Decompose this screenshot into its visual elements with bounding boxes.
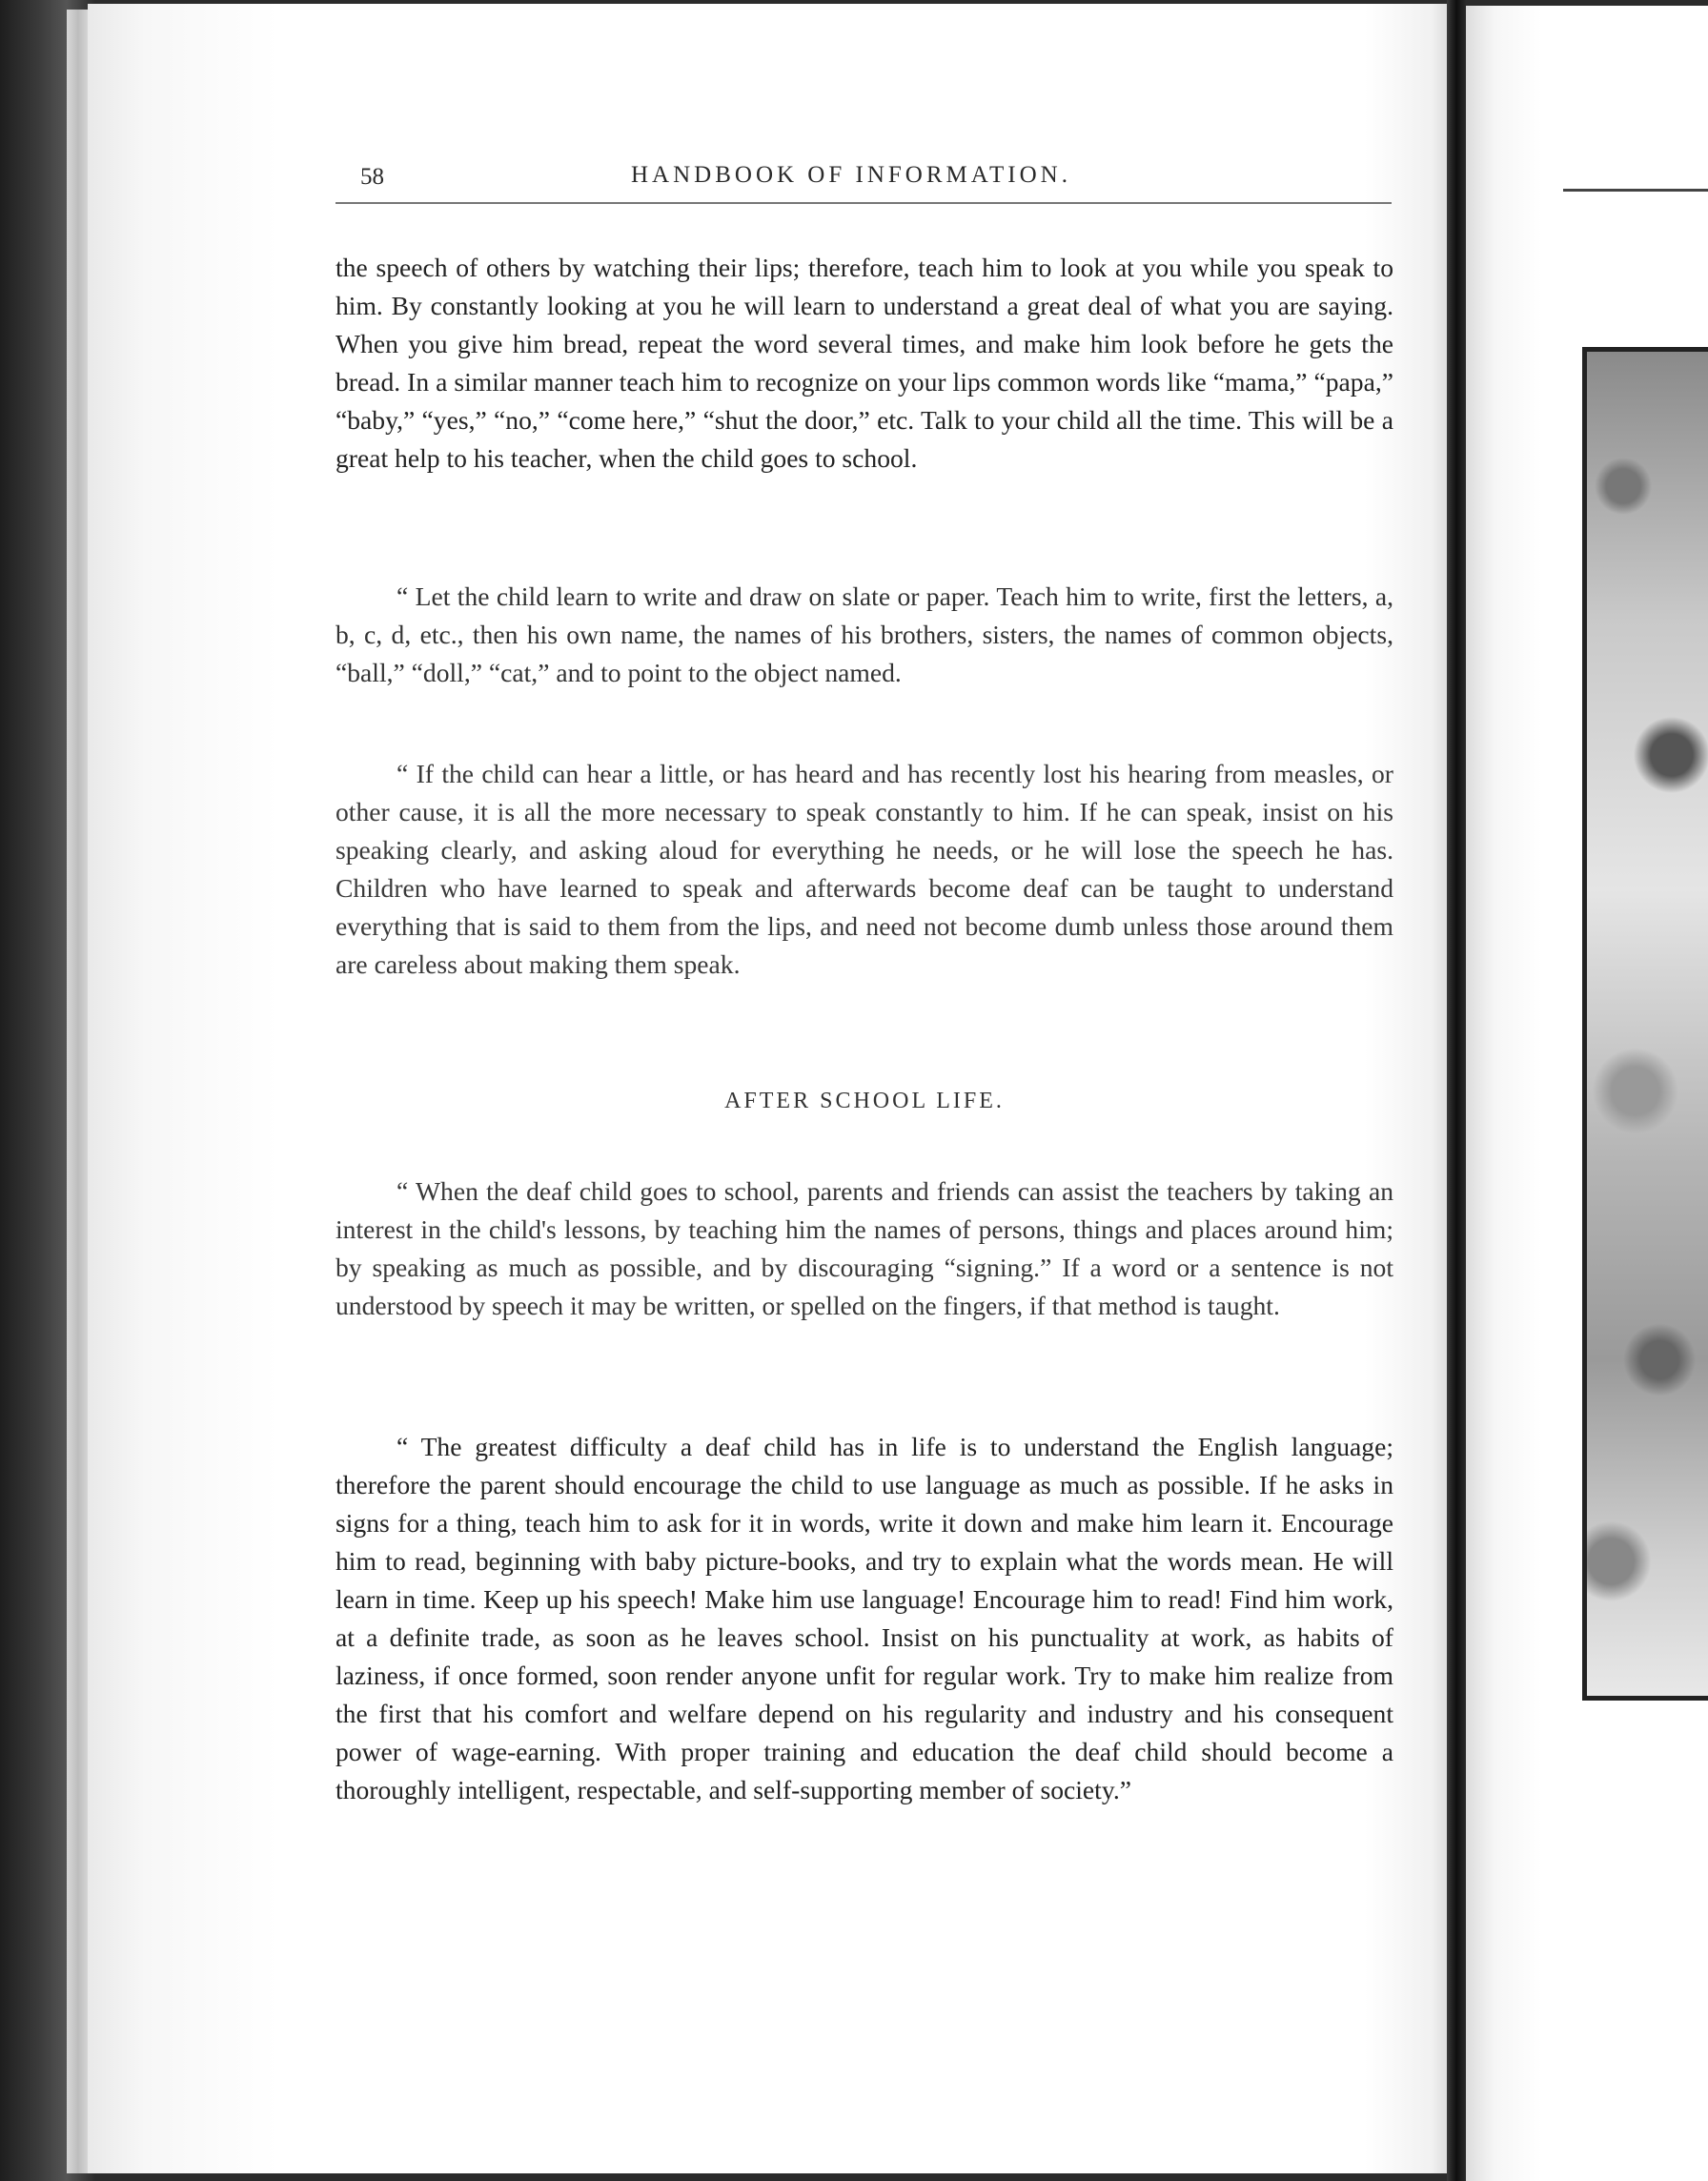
running-head [334, 158, 1392, 196]
paragraph: “ Let the child learn to write and draw on slate or paper. Teach him to write, first the letters, a, b, c, d, etc., then his own name, the names of his brothers, sisters, the names of common objects, “ball,” “doll,” “cat,” and to point to the object named. [336, 581, 1393, 687]
photograph-plate [1582, 347, 1708, 1701]
paragraph: “ The greatest difficulty a deaf child has in life is to understand the English language; therefore the parent should encourage the child to use language as much as possible. If he asks in signs for a thing, teach him to ask for it in words, write it down and make him learn it. Encourage him to read, beginning with baby picture-books, and try to explain what the words mean. He will learn in time. Keep up his speech! Make him use language! Encourage him to read! Find him work, at a definite trade, as soon as he leaves school. Insist on his punctuality at work, as habits of laziness, if once formed, soon render anyone unfit for regular work. Try to make him realize from the first that his comfort and welfare depend on his regularity and industry and his consequent power of wage-earning. With proper training and education the deaf child should become a thoroughly intelligent, respectable, and self-supporting member of society.” [336, 1432, 1393, 1804]
book-gutter [1447, 0, 1466, 2181]
page-number: 58 [360, 164, 384, 190]
header-rule [336, 202, 1392, 204]
paragraph: “ When the deaf child goes to school, parents and friends can assist the teachers by taking an interest in the child's lessons, by teaching him the names of persons, things and places around him; by speaking as much as possible, and by discouraging “signing.” If a word or a sentence is not understood by speech it may be written, or spelled on the fingers, if that method is taught. [336, 1176, 1393, 1320]
running-head-title: HANDBOOK OF INFORMATION. [631, 162, 1071, 188]
paragraph: “ If the child can hear a little, or has heard and has recently lost his hearing from measles, or other cause, it is all the more necessary to speak constantly to him. If he can speak, insist on his speaking clearly, and asking aloud for everything he needs, or he will lose the speech he has. Children who have learned to speak and afterwards become deaf can be taught to understand everything that is said to them from the lips, and need not become dumb unless those around them are careless about making them speak. [336, 759, 1393, 979]
right-page-header-rule [1563, 189, 1708, 192]
paragraph: the speech of others by watching their lips; therefore, teach him to look at you while you speak to him. By constantly looking at you he will learn to understand a great deal of what you are saying. When you give him bread, repeat the word several times, and make him look before he gets the bread. In a similar manner teach him to recognize on your lips common words like “mama,” “papa,” “baby,” “yes,” “no,” “come here,” “shut the door,” etc. Talk to your child all the time. This will be a great help to his teacher, when the child goes to school. [336, 253, 1393, 473]
section-heading: AFTER SCHOOL LIFE. [724, 1089, 1005, 1113]
